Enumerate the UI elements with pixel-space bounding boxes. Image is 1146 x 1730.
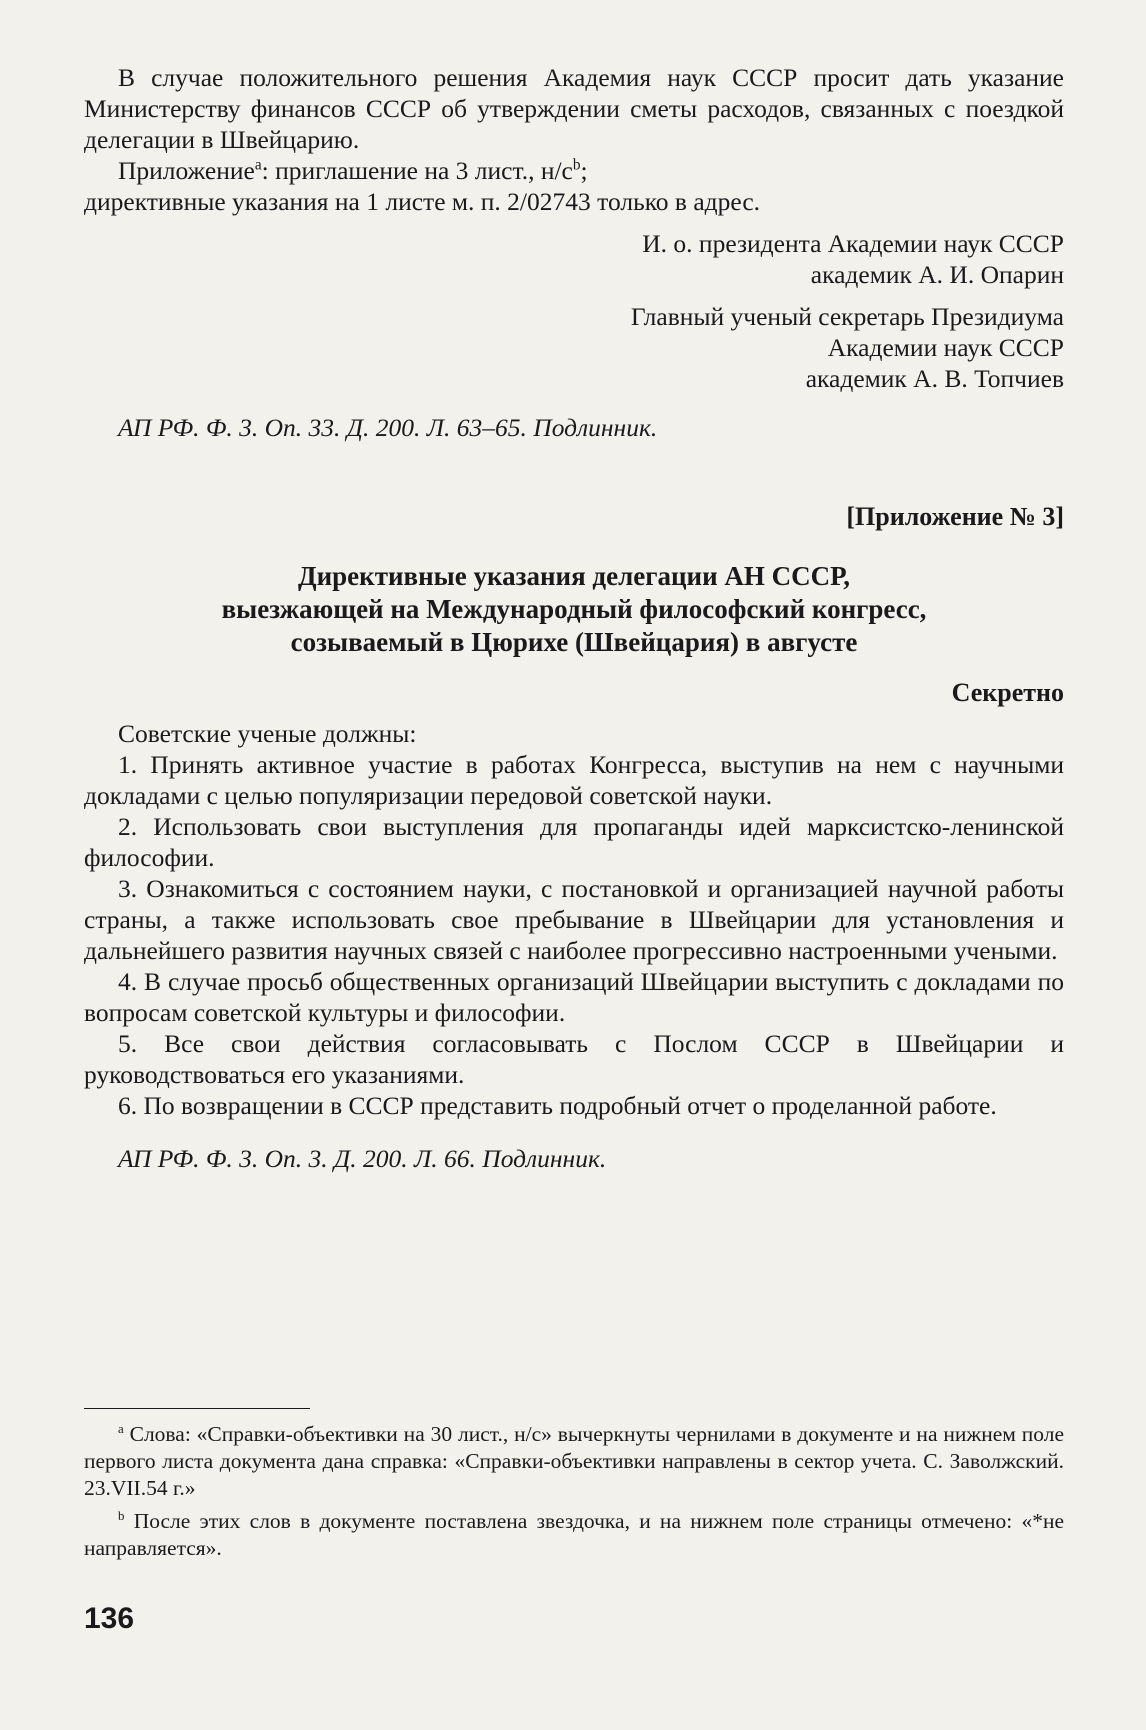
signature-block-2 (84, 301, 1064, 394)
directives-intro: Советские ученые должны: (118, 719, 417, 748)
signature-2-title: Главный ученый секретарь Президиума (630, 302, 1064, 331)
directives-list (84, 749, 1064, 1121)
directive-item: 2. Использовать свои выступления для пропаганды идей марксистско-ленинской философии. (84, 812, 1064, 872)
letter-archive-source: АП РФ. Ф. 3. Оп. 33. Д. 200. Л. 63–65. Подлинник. (118, 413, 658, 442)
directive-item: 4. В случае просьб общественных организаций Швейцарии выступить с докладами по вопросам советской культуры и философии. (84, 967, 1064, 1027)
attachment-text: : приглашение на 3 лист., н/с (261, 156, 573, 185)
signature-1-name: академик А. И. Опарин (810, 260, 1064, 289)
directive-item: 5. Все свои действия согласовывать с Послом СССР в Швейцарии и руководствоваться его указаниями. (84, 1029, 1064, 1089)
footnote-mark-a: a (254, 156, 262, 174)
page-number: 136 (84, 1602, 135, 1635)
signature-2-name: академик А. В. Топчиев (805, 364, 1064, 393)
directive-item: 3. Ознакомиться с состоянием науки, с постановкой и организацией научной работы страны, а также использовать свое пребывание в Швейцарии для установления и дальнейшего развития научных связей с наиболее прогрессивно настроенными учеными. (84, 874, 1064, 965)
directive-item: 1. Принять активное участие в работах Конгресса, выступив на нем с научными докладами с целью популяризации передовой советской науки. (84, 750, 1064, 810)
footnote-a-mark: a (118, 1421, 124, 1436)
signature-2-org: Академии наук СССР (827, 333, 1064, 362)
footnote-a (84, 1421, 1064, 1502)
directive-item: 6. По возвращении в СССР представить подробный отчет о проделанной работе. (118, 1091, 997, 1120)
letter-attachment-line-2: директивные указания на 1 листе м. п. 2/02743 только в адрес. (84, 187, 761, 216)
appendix-label: [Приложение № 3] (846, 502, 1064, 531)
letter-attachment-line (84, 155, 1064, 186)
signature-block-1 (84, 228, 1064, 290)
footnote-b (84, 1508, 1064, 1562)
signature-1-title: И. о. президента Академии наук СССР (642, 229, 1064, 258)
footnote-mark-b: b (572, 156, 581, 174)
letter-closing-paragraph: В случае положительного решения Академия наук СССР просит дать указание Министерству финансов СССР об утверждении сметы расходов, связанных с поездкой делегации в Швейцарию. (84, 63, 1064, 154)
document-page (84, 62, 1064, 1702)
footnote-b-text: После этих слов в документе поставлена звездочка, и на нижнем поле страницы отмечено: «*не направляется». (84, 1509, 1064, 1560)
appendix-title-line-2: выезжающей на Международный философский конгресс, (221, 594, 927, 624)
appendix-title (84, 560, 1064, 659)
appendix-title-line-1: Директивные указания делегации АН СССР, (298, 561, 850, 591)
attachment-suffix: ; (580, 156, 588, 185)
appendix-archive-source: АП РФ. Ф. 3. Оп. 3. Д. 200. Л. 66. Подлинник. (118, 1144, 607, 1173)
footnote-a-text: Слова: «Справки-объективки на 30 лист., н/с» вычеркнуты чернилами в документе и на нижнем поле первого листа документа дана справка: «Справки-объективки направлены в сектор учета. С. Заволжский. 23.VII.54 г.» (84, 1422, 1064, 1500)
attachment-label: Приложение (118, 156, 255, 185)
classification-stamp: Секретно (951, 678, 1064, 707)
footnote-b-mark: b (118, 1508, 125, 1523)
appendix-title-line-3: созываемый в Цюрихе (Швейцария) в августе (290, 627, 858, 657)
